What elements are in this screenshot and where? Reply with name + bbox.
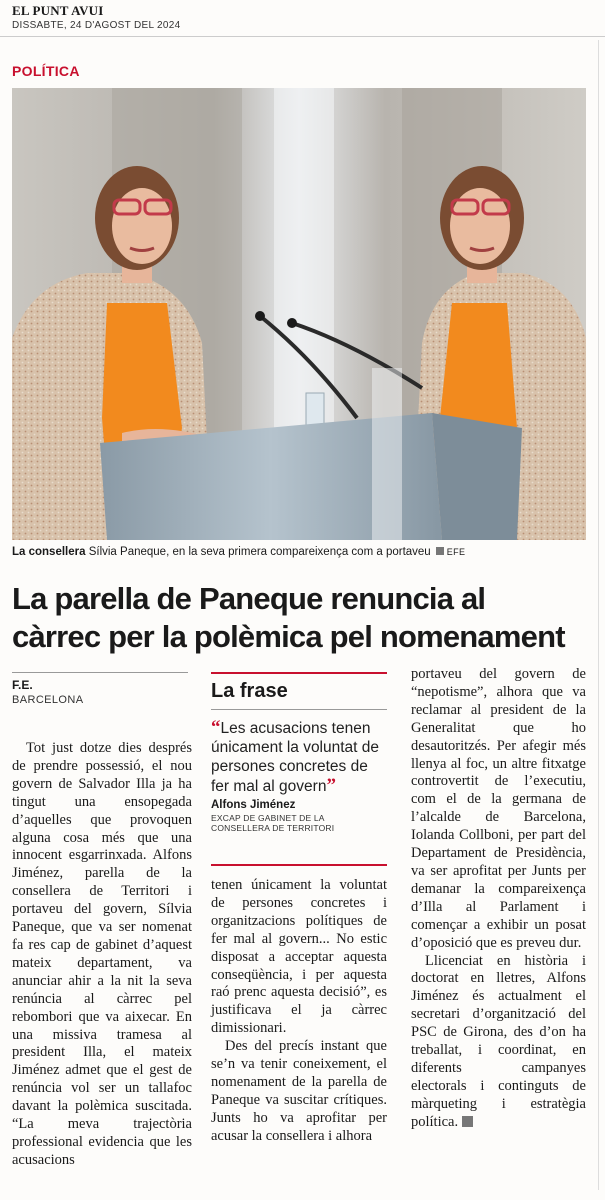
caption-text: Sílvia Paneque, en la seva primera compareixença com a portaveu (85, 546, 431, 558)
masthead-divider (0, 36, 605, 37)
article-column-1 (12, 740, 192, 1170)
headline-line-1: La parella de Paneque renuncia al (12, 581, 486, 616)
close-quote-icon: ” (326, 775, 336, 796)
open-quote-icon: “ (211, 717, 221, 738)
pull-quote-text: “Les acusacions tenen únicament la voluntat de persones concretes de fer mal al govern” (211, 717, 380, 796)
byline-author: F.E. (12, 678, 33, 692)
photo-caption (12, 546, 592, 558)
article-photo (12, 88, 586, 540)
headline-line-2: càrrec per la polèmica pel nomenament (12, 619, 565, 654)
newspaper-name: EL PUNT AVUI (12, 3, 104, 18)
issue-date: DISSABTE, 24 D'AGOST DEL 2024 (12, 20, 181, 31)
caption-lead: La consellera (12, 546, 86, 558)
byline-place: BARCELONA (12, 694, 84, 706)
pull-quote-heading: La frase (211, 680, 288, 702)
speaker-at-podium-photo-icon (12, 88, 586, 540)
byline (12, 672, 188, 706)
article-column-2 (211, 877, 387, 1146)
headline (12, 580, 597, 656)
section-label: POLÍTICA (12, 63, 80, 79)
body-paragraph: Tot just dotze dies després de prendre possessió, el nou govern de Salvador Illa ja ha tingut una ensopegada d’aquelles que provoquen alguna cosa més que una innocent esgarrinxada. Alfons Jiménez, parella de la consellera de Territori i portaveu del govern, Sílvia Paneque, que va ser nomenat fa res cap de gabinet d’aquest mateix departament, va anunciar ahir a la nit la seva renúncia al càrrec pel rebombori que va aixecar. En una missiva tramesa al president Illa, el mateix Jiménez admet que el gest de renúncia vol ser un tallafoc davant la polèmica suscitada. “La meva trajectòria professional evidencia que les acusacions (12, 740, 192, 1168)
end-of-article-icon (462, 1116, 473, 1127)
body-paragraph: Llicenciat en història i doctorat en lletres, Alfons Jiménez és actualment el secretari d’organització del PSC de Girona, des d’on ha treballat, i coordinat, en diferents campanyes electorals i continguts de màrqueting i estratègia política. (411, 952, 586, 1130)
body-paragraph: tenen únicament la voluntat de persones concretes i organitzacions polítiques de fer mal al govern... No estic disposat a acceptar aquesta conseqüència, i per aquesta raó prenc aquesta decisió”, es justificava el ja càrrec dimissionari. (211, 877, 387, 1037)
pull-quote-author: Alfons Jiménez (211, 799, 296, 811)
page-edge (598, 40, 599, 1190)
photo-credit: EFE (446, 547, 466, 557)
body-paragraph: portaveu del govern de “nepotisme”, alhora que va reclamar al president de la Generalitat que ho desautoritzés. Per afegir més llenya al foc, un altre fitxatge controvertit de l’executiu, com el de la germana de l’alcalde de Barcelona, Iolanda Collboni, per part del Departament de Presidència, va ser aprofitat per Junts per demanar la compareixença d’Illa al Parlament i començar a exhibir un posat d’oposició que es preveu dur. (411, 666, 586, 951)
square-bullet-icon (436, 547, 444, 555)
article-column-3 (411, 666, 586, 1132)
masthead (12, 3, 180, 31)
pull-quote-role: EXCAP DE GABINET DE LA CONSELLERA DE TERRITORI (211, 813, 335, 833)
pull-quote-box (211, 672, 387, 866)
body-paragraph: Des del precís instant que se’n va tenir coneixement, el nomenament de la parella de Paneque va suscitar crítiques. Junts ho va aprofitar per acusar la consellera i alhora (211, 1038, 387, 1144)
pull-quote-divider (211, 709, 387, 710)
